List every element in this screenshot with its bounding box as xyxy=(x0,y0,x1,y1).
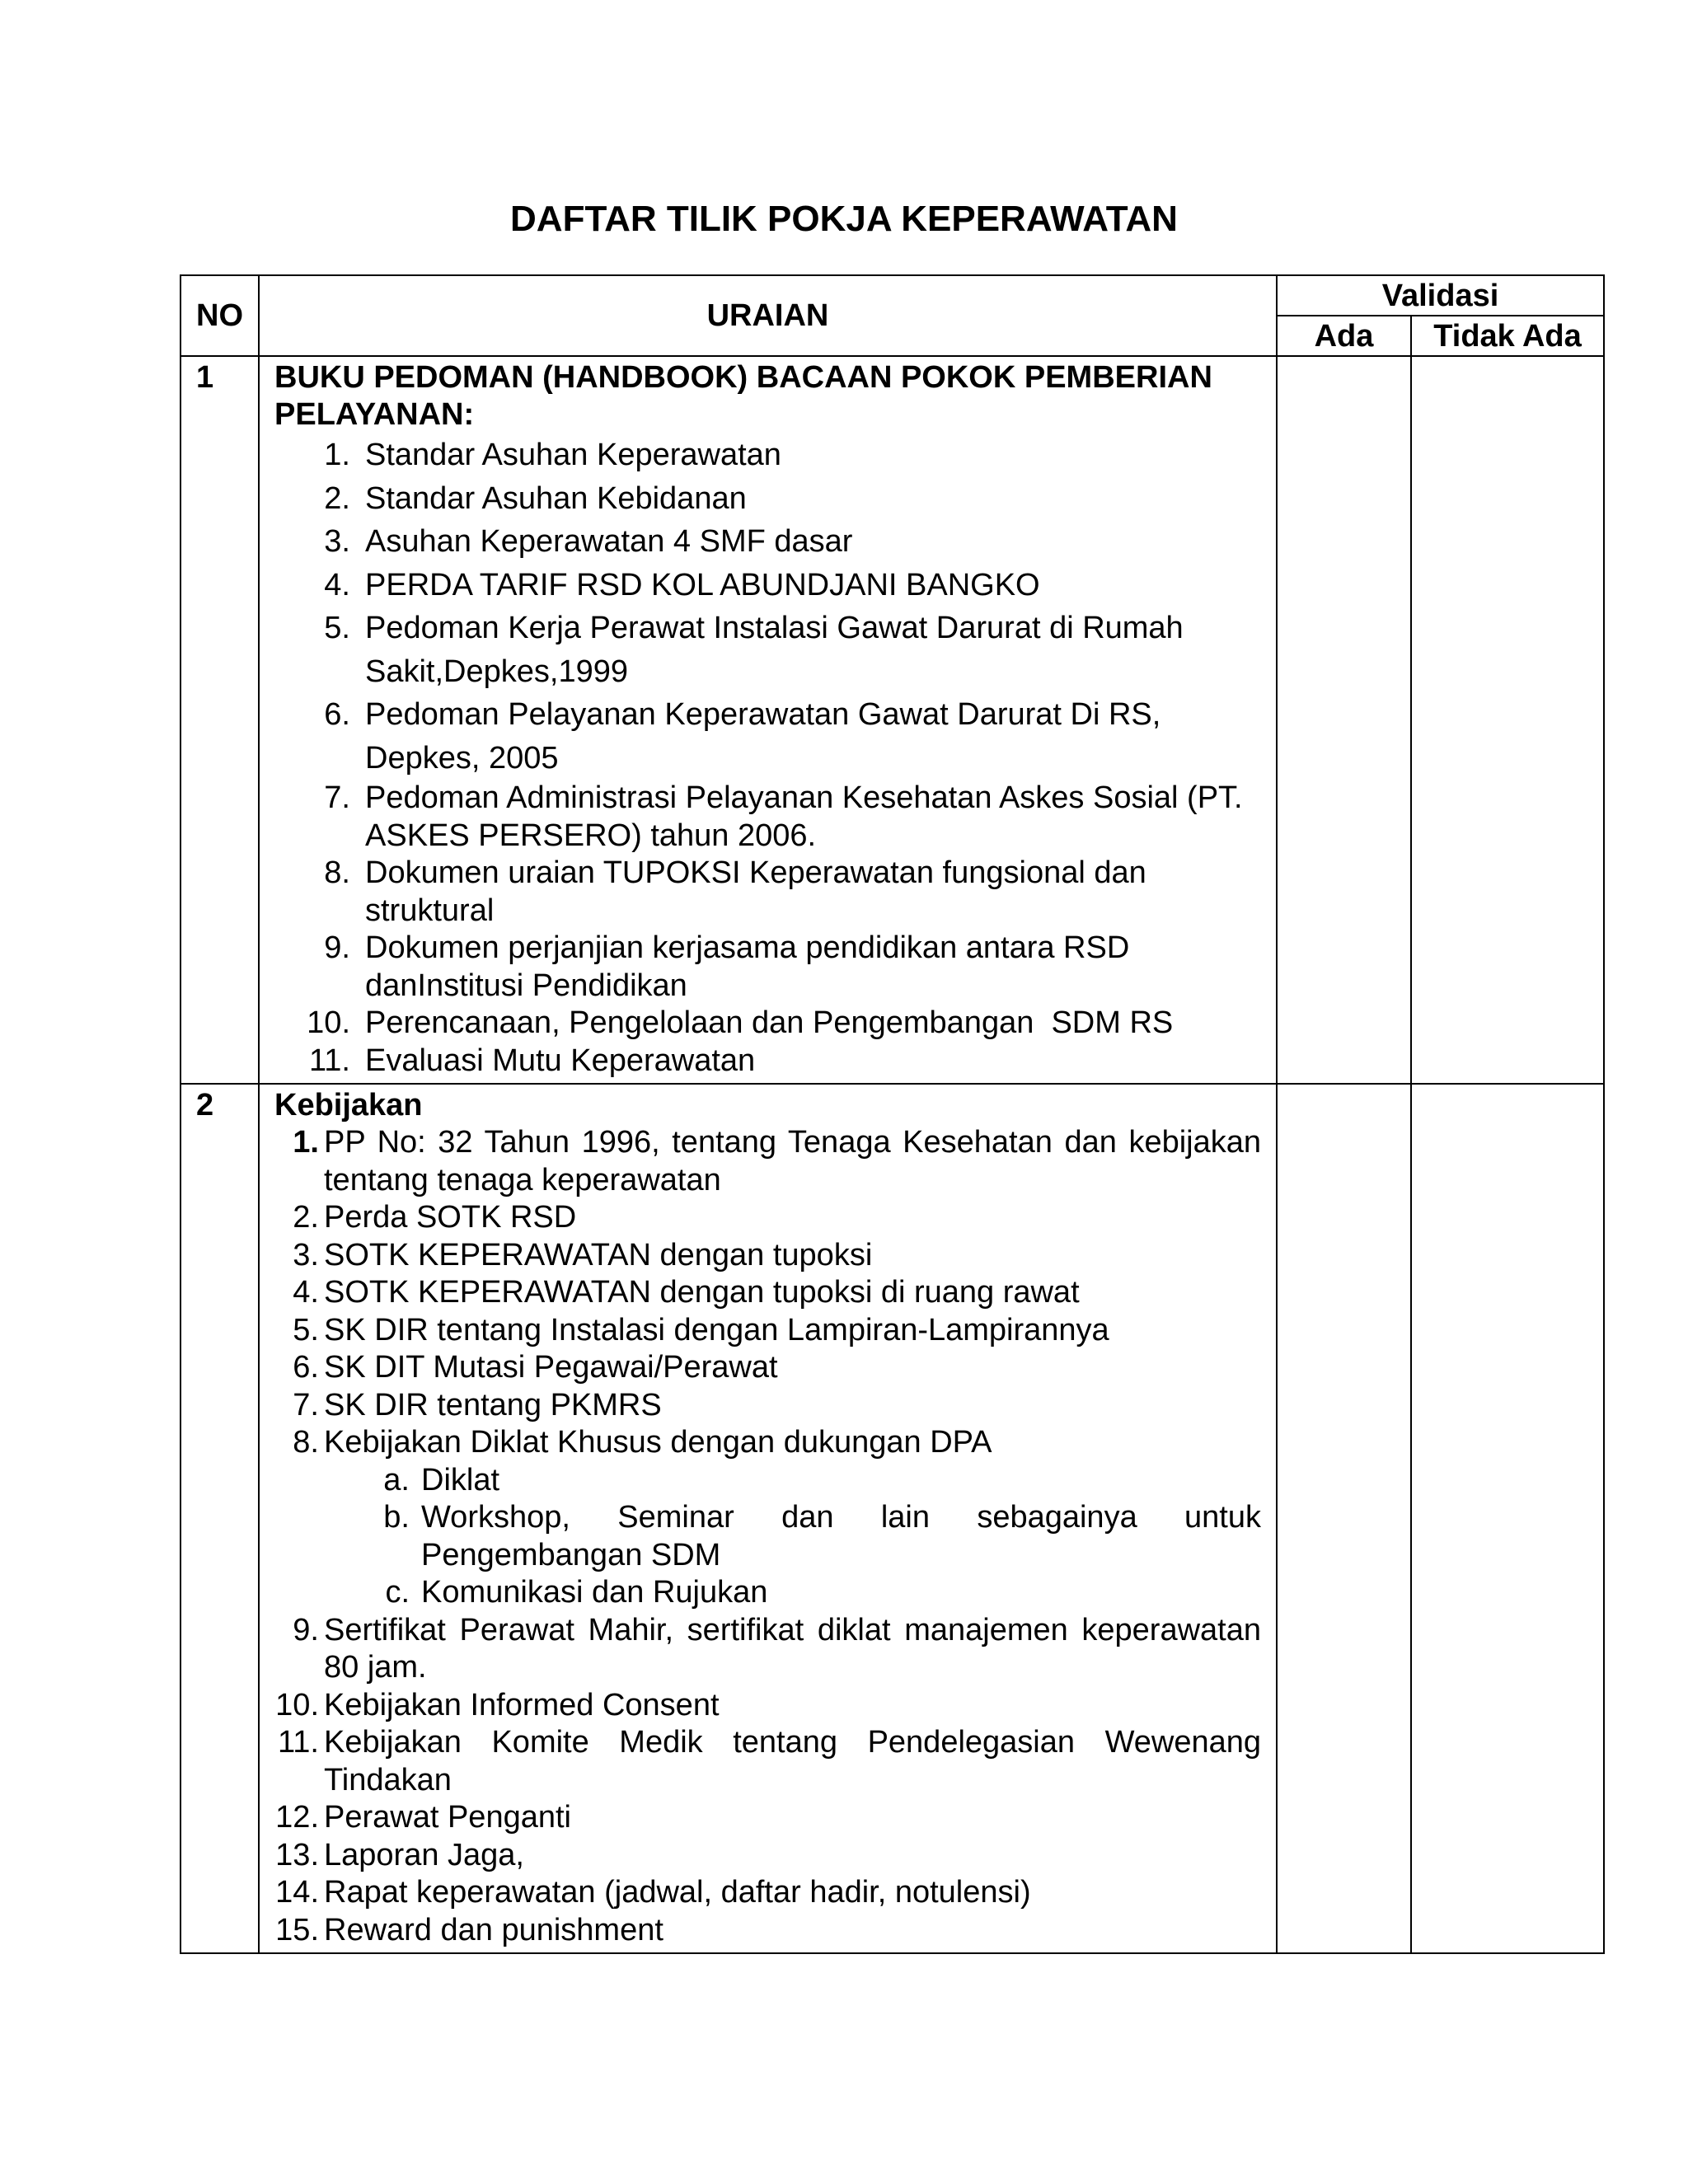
table-row xyxy=(181,356,1604,1084)
validasi-tidak-ada-cell[interactable] xyxy=(1411,356,1604,1084)
list-subitem: b. Workshop, Seminar dan lain sebagainya untuk Pengembangan SDM xyxy=(383,1500,1261,1572)
list-item: 7. Pedoman Administrasi Pelayanan Kesehatan Askes Sosial (PT. ASKES PERSERO) tahun 2006. xyxy=(324,780,1243,853)
list-item: 8. Dokumen uraian TUPOKSI Keperawatan fungsional dan struktural xyxy=(324,855,1146,928)
validasi-tidak-ada-cell[interactable] xyxy=(1411,1084,1604,1953)
table-row xyxy=(181,1084,1604,1953)
header-validasi: Validasi xyxy=(1277,275,1604,316)
list-item: 12. Perawat Penganti xyxy=(275,1800,571,1835)
list-subitem: a. Diklat xyxy=(383,1462,500,1497)
header-tidak-ada: Tidak Ada xyxy=(1411,316,1604,356)
header-no: NO xyxy=(181,275,259,356)
list-item: 15. Reward dan punishment xyxy=(275,1912,663,1947)
list-item: 5. SK DIR tentang Instalasi dengan Lampiran-Lampirannya xyxy=(293,1312,1109,1347)
list-item: 8. Kebijakan Diklat Khusus dengan dukungan DPA xyxy=(293,1425,992,1460)
validasi-ada-cell[interactable] xyxy=(1277,356,1411,1084)
header-row xyxy=(181,275,1604,316)
list-item: 5. Pedoman Kerja Perawat Instalasi Gawat Darurat di Rumah Sakit,Depkes,1999 xyxy=(324,611,1184,689)
list-item: 9. Sertifikat Perawat Mahir, sertifikat diklat manajemen keperawatan 80 jam. xyxy=(293,1612,1261,1685)
list-subitem: c. Komunikasi dan Rujukan xyxy=(385,1575,768,1610)
list-item: 1. PP No: 32 Tahun 1996, tentang Tenaga Kesehatan dan kebijakan tentang tenaga keperawatan xyxy=(293,1125,1261,1197)
list-item: 10. Perencanaan, Pengelolaan dan Pengembangan SDM RS xyxy=(307,1005,1174,1040)
list-item: 3. Asuhan Keperawatan 4 SMF dasar xyxy=(324,524,853,559)
list-item: 10. Kebijakan Informed Consent xyxy=(275,1687,720,1722)
validasi-ada-cell[interactable] xyxy=(1277,1084,1411,1953)
list-item: 3. SOTK KEPERAWATAN dengan tupoksi xyxy=(293,1237,873,1272)
list-item: 4. SOTK KEPERAWATAN dengan tupoksi di ruang rawat xyxy=(293,1275,1080,1310)
policy-list xyxy=(274,1124,1261,1949)
row-number: 2 xyxy=(181,1084,259,1953)
list-item: 2. Standar Asuhan Kebidanan xyxy=(324,480,747,516)
row-number: 1 xyxy=(181,356,259,1084)
list-item: 11. Evaluasi Mutu Keperawatan xyxy=(308,1043,756,1078)
list-item: 6. Pedoman Pelayanan Keperawatan Gawat Darurat Di RS, Depkes, 2005 xyxy=(324,697,1161,776)
list-item: 7. SK DIR tentang PKMRS xyxy=(293,1387,662,1422)
list-item: 1. Standar Asuhan Keperawatan xyxy=(324,438,781,472)
list-item: 6. SK DIT Mutasi Pegawai/Perawat xyxy=(293,1350,778,1385)
row-description xyxy=(259,1084,1277,1953)
list-item: 4. PERDA TARIF RSD KOL ABUNDJANI BANGKO xyxy=(324,567,1040,602)
list-item: 13. Laporan Jaga, xyxy=(275,1837,524,1872)
row-description xyxy=(259,356,1277,1084)
document-title: DAFTAR TILIK POKJA KEPERAWATAN xyxy=(510,199,1178,239)
handbook-list xyxy=(274,434,1261,1080)
list-item: 11. Kebijakan Komite Medik tentang Pendelegasian Wewenang Tindakan xyxy=(277,1725,1261,1797)
section-heading: BUKU PEDOMAN (HANDBOOK) BACAAN POKOK PEMBERIAN PELAYANAN: xyxy=(274,360,1212,432)
header-uraian: URAIAN xyxy=(259,275,1277,356)
section-heading: Kebijakan xyxy=(274,1088,423,1122)
list-item: 2. Perda SOTK RSD xyxy=(293,1200,577,1235)
header-ada: Ada xyxy=(1277,316,1411,356)
list-item: 14. Rapat keperawatan (jadwal, daftar hadir, notulensi) xyxy=(275,1875,1031,1910)
checklist-table xyxy=(180,274,1605,1954)
list-item: 9. Dokumen perjanjian kerjasama pendidikan antara RSD danInstitusi Pendidikan xyxy=(324,930,1130,1003)
